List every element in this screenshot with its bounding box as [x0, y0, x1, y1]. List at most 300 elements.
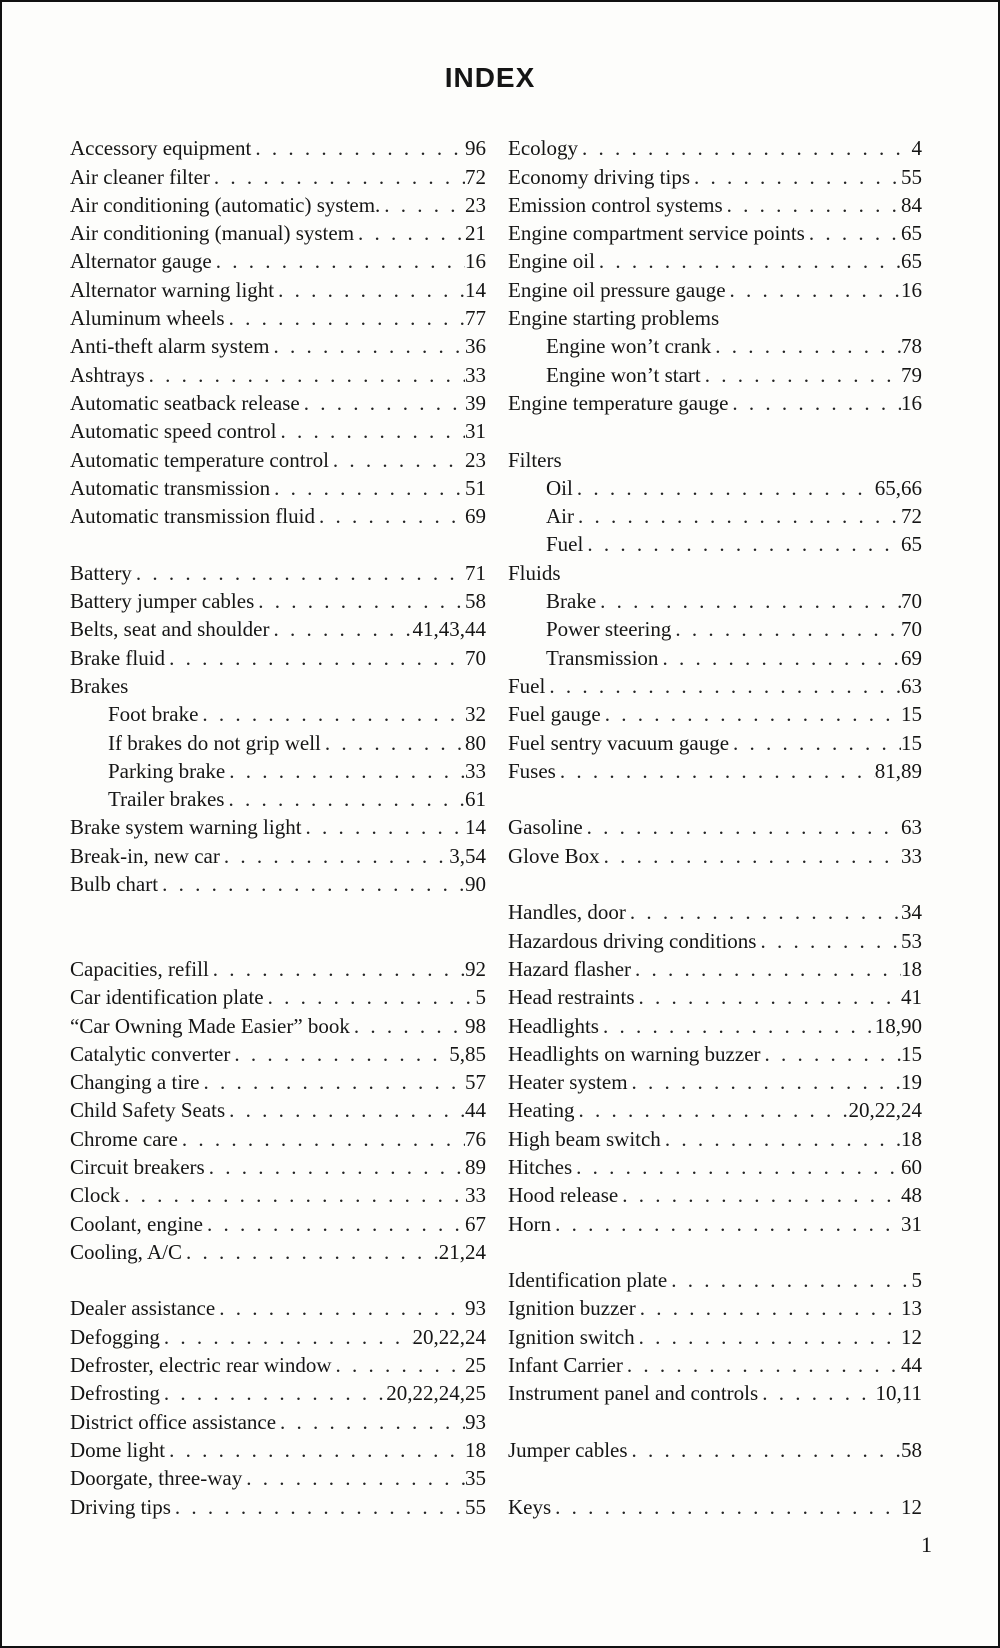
entry-label: Fuel: [546, 532, 584, 557]
index-entry: [508, 672, 922, 700]
entry-label: Economy driving tips: [508, 164, 690, 189]
entry-label: Ignition switch: [508, 1324, 635, 1349]
index-entry: [70, 417, 486, 445]
index-entry: [508, 1153, 922, 1181]
entry-label: Infant Carrier: [508, 1353, 623, 1378]
index-subentry: [508, 587, 922, 615]
dot-leader: [661, 1125, 901, 1153]
index-entry: [508, 926, 922, 954]
index-entry: [70, 219, 486, 247]
entry-page-ref: 41,43,44: [412, 617, 486, 642]
entry-page-ref: 12: [901, 1494, 922, 1519]
index-entry: [70, 1181, 486, 1209]
entry-page-ref: 80: [465, 730, 486, 755]
index-subentry: [508, 502, 922, 530]
dot-leader: [729, 729, 901, 757]
entry-page-ref: 33: [465, 362, 486, 387]
index-entry: [70, 502, 486, 530]
entry-label: Parking brake: [108, 758, 226, 783]
entry-label: Child Safety Seats: [70, 1098, 226, 1123]
dot-leader: [556, 757, 875, 785]
entry-label: Air conditioning (manual) system: [70, 221, 355, 246]
entry-label: Filters: [508, 447, 562, 472]
entry-page-ref: 23: [465, 447, 486, 472]
entry-page-ref: 48: [901, 1183, 922, 1208]
index-entry: [70, 1492, 486, 1520]
entry-label: Oil: [546, 475, 573, 500]
entry-label: Fluids: [508, 560, 561, 585]
index-entry: [70, 1351, 486, 1379]
entry-label: Aluminum wheels: [70, 306, 225, 331]
dot-leader: [160, 1323, 413, 1351]
index-subentry: [508, 360, 922, 388]
entry-page-ref: 34: [901, 900, 922, 925]
entry-page-ref: 51: [465, 475, 486, 500]
section-gap: [508, 417, 922, 445]
dot-leader: [132, 559, 465, 587]
entry-label: Fuel sentry vacuum gauge: [508, 730, 730, 755]
entry-page-ref: 15: [901, 1041, 922, 1066]
entry-page-ref: 67: [465, 1211, 486, 1236]
section-gap: [508, 785, 922, 813]
entry-page-ref: 5,85: [449, 1041, 486, 1066]
entry-label: Bulb chart: [70, 872, 159, 897]
entry-label: Trailer brakes: [108, 787, 225, 812]
entry-label: Headlights: [508, 1013, 599, 1038]
entry-page-ref: 20,22,24,25: [386, 1381, 486, 1406]
entry-label: Instrument panel and controls: [508, 1381, 759, 1406]
dot-leader: [574, 502, 901, 530]
index-subentry: [508, 474, 922, 502]
entry-page-ref: 55: [465, 1494, 486, 1519]
entry-page-ref: 44: [901, 1353, 922, 1378]
entry-page-ref: 39: [465, 390, 486, 415]
entry-page-ref: 89: [465, 1154, 486, 1179]
entry-page-ref: 4: [911, 136, 922, 161]
entry-label: Foot brake: [108, 702, 199, 727]
entry-label: Hitches: [508, 1154, 573, 1179]
entry-label: Gasoline: [508, 815, 583, 840]
index-heading: [70, 672, 486, 700]
dot-leader: [671, 615, 901, 643]
dot-leader: [158, 870, 465, 898]
entry-page-ref: 70: [901, 617, 922, 642]
dot-leader: [726, 276, 901, 304]
entry-page-ref: 13: [901, 1296, 922, 1321]
dot-leader: [572, 1153, 901, 1181]
dot-leader: [636, 1294, 901, 1322]
index-entry: [70, 1124, 486, 1152]
index-entry: [70, 643, 486, 671]
index-entry: [70, 1379, 486, 1407]
index-entry: [70, 1238, 486, 1266]
index-heading: [508, 445, 922, 473]
index-entry: [70, 389, 486, 417]
dot-leader: [635, 1323, 901, 1351]
entry-label: Handles, door: [508, 900, 626, 925]
entry-page-ref: 92: [465, 956, 486, 981]
dot-leader: [658, 644, 901, 672]
section-gap: [508, 1464, 922, 1492]
entry-page-ref: 98: [465, 1013, 486, 1038]
entry-page-ref: 5: [911, 1268, 922, 1293]
entry-label: High beam switch: [508, 1126, 661, 1151]
index-entry: [70, 191, 486, 219]
entry-label: Hazard flasher: [508, 956, 632, 981]
index-entry: [508, 1379, 922, 1407]
entry-page-ref: 18: [901, 956, 922, 981]
entry-label: Chrome care: [70, 1126, 178, 1151]
entry-label: Heater system: [508, 1070, 628, 1095]
entry-label: Engine temperature gauge: [508, 390, 729, 415]
index-entry: [508, 955, 922, 983]
entry-page-ref: 16: [901, 390, 922, 415]
index-entry: [70, 955, 486, 983]
index-entry: [508, 219, 922, 247]
index-entry: [508, 275, 922, 303]
dot-leader: [225, 1096, 465, 1124]
entry-page-ref: 33: [465, 1183, 486, 1208]
entry-page-ref: 12: [901, 1324, 922, 1349]
dot-leader: [551, 1493, 901, 1521]
entry-label: Brake system warning light: [70, 815, 302, 840]
entry-page-ref: 33: [901, 843, 922, 868]
entry-page-ref: 65: [901, 221, 922, 246]
entry-page-ref: 63: [901, 815, 922, 840]
index-entry: [508, 1181, 922, 1209]
entry-label: Automatic speed control: [70, 419, 277, 444]
dot-leader: [230, 1040, 449, 1068]
dot-leader: [269, 332, 465, 360]
index-entry: [508, 728, 922, 756]
entry-page-ref: 60: [901, 1154, 922, 1179]
index-entry: [508, 1209, 922, 1237]
entry-page-ref: 14: [465, 277, 486, 302]
index-entry: [70, 841, 486, 869]
index-subentry: [70, 700, 486, 728]
dot-leader: [329, 446, 465, 474]
page-number: 1: [921, 1532, 932, 1557]
index-entry: [508, 1294, 922, 1322]
index-entry: [70, 1040, 486, 1068]
index-entry: [70, 1096, 486, 1124]
entry-label: Air conditioning (automatic) system.: [70, 192, 381, 217]
dot-leader: [198, 700, 465, 728]
dot-leader: [251, 134, 465, 162]
entry-page-ref: 72: [465, 164, 486, 189]
entry-label: Automatic transmission: [70, 475, 271, 500]
section-gap: [508, 1407, 922, 1435]
entry-label: Ignition buzzer: [508, 1296, 636, 1321]
entry-label: Alternator warning light: [70, 277, 275, 302]
dot-leader: [332, 1351, 465, 1379]
entry-label: Clock: [70, 1183, 121, 1208]
dot-leader: [254, 587, 465, 615]
entry-label: Power steering: [546, 617, 672, 642]
dot-leader: [242, 1464, 465, 1492]
dot-leader: [270, 474, 465, 502]
entry-page-ref: 70: [465, 645, 486, 670]
index-heading: [508, 558, 922, 586]
entry-page-ref: 18: [901, 1126, 922, 1151]
entry-page-ref: 90: [465, 872, 486, 897]
index-entry: [70, 1294, 486, 1322]
index-subentry: [70, 728, 486, 756]
index-entry: [508, 134, 922, 162]
entry-label: Automatic seatback release: [70, 390, 300, 415]
dot-leader: [551, 1210, 901, 1238]
index-entry: [508, 162, 922, 190]
dot-leader: [165, 1436, 465, 1464]
index-entry: [508, 389, 922, 417]
dot-leader: [628, 1436, 901, 1464]
entry-page-ref: 69: [465, 504, 486, 529]
section-gap: [70, 898, 486, 926]
entry-label: Automatic transmission fluid: [70, 504, 315, 529]
entry-label: Engine compartment service points: [508, 221, 805, 246]
entry-page-ref: 63: [901, 673, 922, 698]
entry-label: Anti-theft alarm system: [70, 334, 270, 359]
index-entry: [70, 474, 486, 502]
dot-leader: [667, 1266, 911, 1294]
dot-leader: [578, 134, 912, 162]
dot-leader: [635, 983, 901, 1011]
entry-page-ref: 15: [901, 702, 922, 727]
index-subentry: [508, 530, 922, 558]
entry-label: Transmission: [546, 645, 659, 670]
dot-leader: [583, 813, 901, 841]
entry-label: Keys: [508, 1494, 552, 1519]
entry-label: Head restraints: [508, 985, 635, 1010]
dot-leader: [600, 842, 901, 870]
entry-label: Identification plate: [508, 1268, 668, 1293]
entry-label: Catalytic converter: [70, 1041, 231, 1066]
entry-label: Air: [546, 504, 574, 529]
entry-page-ref: 72: [901, 504, 922, 529]
dot-leader: [728, 389, 901, 417]
entry-label: Fuel: [508, 673, 546, 698]
entry-label: Engine won’t crank: [546, 334, 712, 359]
dot-leader: [583, 530, 901, 558]
dot-leader: [209, 955, 465, 983]
entry-page-ref: 41: [901, 985, 922, 1010]
index-entry: [70, 162, 486, 190]
index-entry: [70, 870, 486, 898]
index-entry: [70, 1068, 486, 1096]
entry-label: Belts, seat and shoulder: [70, 617, 270, 642]
index-entry: [70, 1464, 486, 1492]
entry-page-ref: 78: [901, 334, 922, 359]
entry-label: Horn: [508, 1211, 552, 1236]
entry-label: Automatic temperature control: [70, 447, 329, 472]
entry-page-ref: 93: [465, 1296, 486, 1321]
entry-label: Car identification plate: [70, 985, 264, 1010]
dot-leader: [203, 1210, 465, 1238]
entry-label: Battery: [70, 560, 132, 585]
entry-page-ref: 55: [901, 164, 922, 189]
dot-leader: [545, 672, 901, 700]
entry-page-ref: 31: [901, 1211, 922, 1236]
entry-label: Cooling, A/C: [70, 1239, 183, 1264]
entry-label: Circuit breakers: [70, 1154, 205, 1179]
entry-page-ref: 96: [465, 136, 486, 161]
dot-leader: [276, 417, 465, 445]
dot-leader: [224, 785, 465, 813]
dot-leader: [701, 361, 901, 389]
dot-leader: [145, 361, 465, 389]
entry-label: Defroster, electric rear window: [70, 1353, 332, 1378]
entry-page-ref: 20,22,24: [848, 1098, 922, 1123]
index-subentry: [508, 643, 922, 671]
dot-leader: [269, 615, 412, 643]
dot-leader: [225, 757, 465, 785]
entry-page-ref: 18,90: [874, 1013, 922, 1038]
dot-leader: [354, 219, 465, 247]
entry-label: Dealer assistance: [70, 1296, 216, 1321]
index-subentry: [70, 785, 486, 813]
entry-label: Break-in, new car: [70, 843, 220, 868]
dot-leader: [199, 1068, 465, 1096]
index-subentry: [508, 615, 922, 643]
entry-label: Doorgate, three-way: [70, 1466, 243, 1491]
entry-page-ref: 3,54: [449, 843, 486, 868]
entry-label: “Car Owning Made Easier” book: [70, 1013, 350, 1038]
entry-label: Ecology: [508, 136, 578, 161]
index-entry: [70, 558, 486, 586]
dot-leader: [711, 332, 901, 360]
entry-page-ref: 65: [901, 532, 922, 557]
index-entry: [508, 1068, 922, 1096]
entry-page-ref: 25: [465, 1353, 486, 1378]
index-entry: [70, 275, 486, 303]
entry-label: Headlights on warning buzzer: [508, 1041, 761, 1066]
index-entry: [508, 1011, 922, 1039]
entry-page-ref: 33: [465, 758, 486, 783]
dot-leader: [628, 1068, 901, 1096]
entry-label: District office assistance: [70, 1409, 277, 1434]
entry-page-ref: 93: [465, 1409, 486, 1434]
entry-label: Changing a tire: [70, 1070, 200, 1095]
index-entry: [70, 983, 486, 1011]
index-entry: [508, 813, 922, 841]
entry-page-ref: 15: [901, 730, 922, 755]
index-entry: [70, 1436, 486, 1464]
section-gap: [70, 926, 486, 954]
entry-label: Coolant, engine: [70, 1211, 203, 1236]
entry-page-ref: 31: [465, 419, 486, 444]
dot-leader: [274, 276, 465, 304]
entry-page-ref: 81,89: [874, 758, 922, 783]
entry-page-ref: 53: [901, 928, 922, 953]
entry-page-ref: 35: [465, 1466, 486, 1491]
entry-page-ref: 58: [901, 1437, 922, 1462]
dot-leader: [225, 304, 465, 332]
index-entry: [70, 304, 486, 332]
index-entry: [70, 813, 486, 841]
dot-leader: [758, 1379, 875, 1407]
dot-leader: [165, 644, 465, 672]
entry-label: Engine won’t start: [546, 362, 701, 387]
dot-leader: [574, 1096, 848, 1124]
entry-page-ref: 58: [465, 589, 486, 614]
index-entry: [508, 1351, 922, 1379]
entry-page-ref: 21,24: [438, 1239, 486, 1264]
entry-label: Dome light: [70, 1437, 166, 1462]
index-entry: [508, 1096, 922, 1124]
entry-page-ref: 19: [901, 1070, 922, 1095]
index-entry: [508, 191, 922, 219]
dot-leader: [321, 729, 465, 757]
dot-leader: [120, 1181, 465, 1209]
dot-leader: [601, 700, 901, 728]
dot-leader: [756, 927, 901, 955]
index-entry: [70, 1011, 486, 1039]
page-title: INDEX: [444, 62, 536, 93]
entry-label: Capacities, refill: [70, 956, 209, 981]
dot-leader: [805, 219, 901, 247]
entry-page-ref: 84: [901, 192, 922, 217]
section-gap: [508, 1238, 922, 1266]
dot-leader: [215, 1294, 465, 1322]
index-entry: [508, 983, 922, 1011]
entry-label: Defrosting: [70, 1381, 160, 1406]
entry-label: Brakes: [70, 673, 129, 698]
index-entry: [508, 1266, 922, 1294]
entry-page-ref: 20,22,24: [412, 1324, 486, 1349]
dot-leader: [178, 1125, 465, 1153]
dot-leader: [182, 1238, 439, 1266]
dot-leader: [596, 587, 901, 615]
index-entry: [70, 1153, 486, 1181]
index-entry: [508, 247, 922, 275]
entry-page-ref: 69: [901, 645, 922, 670]
entry-page-ref: 16: [465, 249, 486, 274]
dot-leader: [599, 1012, 875, 1040]
index-subentry: [508, 332, 922, 360]
dot-leader: [626, 898, 901, 926]
index-entry: [508, 1322, 922, 1350]
dot-leader: [623, 1351, 901, 1379]
entry-page-ref: 23: [465, 192, 486, 217]
entry-label: Air cleaner filter: [70, 164, 210, 189]
dot-leader: [212, 247, 465, 275]
dot-leader: [300, 389, 465, 417]
index-entry: [70, 332, 486, 360]
dot-leader: [350, 1012, 465, 1040]
entry-label: Glove Box: [508, 843, 600, 868]
entry-page-ref: 70: [901, 589, 922, 614]
entry-page-ref: 36: [465, 334, 486, 359]
entry-label: Fuses: [508, 758, 556, 783]
index-entry: [508, 757, 922, 785]
entry-label: Engine oil pressure gauge: [508, 277, 726, 302]
entry-label: Accessory equipment: [70, 136, 252, 161]
entry-page-ref: 77: [465, 306, 486, 331]
entry-page-ref: 21: [465, 221, 486, 246]
entry-label: Battery jumper cables: [70, 589, 255, 614]
index-entry: [508, 700, 922, 728]
dot-leader: [573, 474, 875, 502]
entry-label: Fuel gauge: [508, 702, 601, 727]
index-entry: [70, 1407, 486, 1435]
dot-leader: [302, 813, 465, 841]
entry-label: Brake: [546, 589, 597, 614]
entry-label: Hood release: [508, 1183, 619, 1208]
index-entry: [70, 1322, 486, 1350]
entry-label: If brakes do not grip well: [108, 730, 321, 755]
entry-label: Driving tips: [70, 1494, 171, 1519]
dot-leader: [723, 191, 901, 219]
